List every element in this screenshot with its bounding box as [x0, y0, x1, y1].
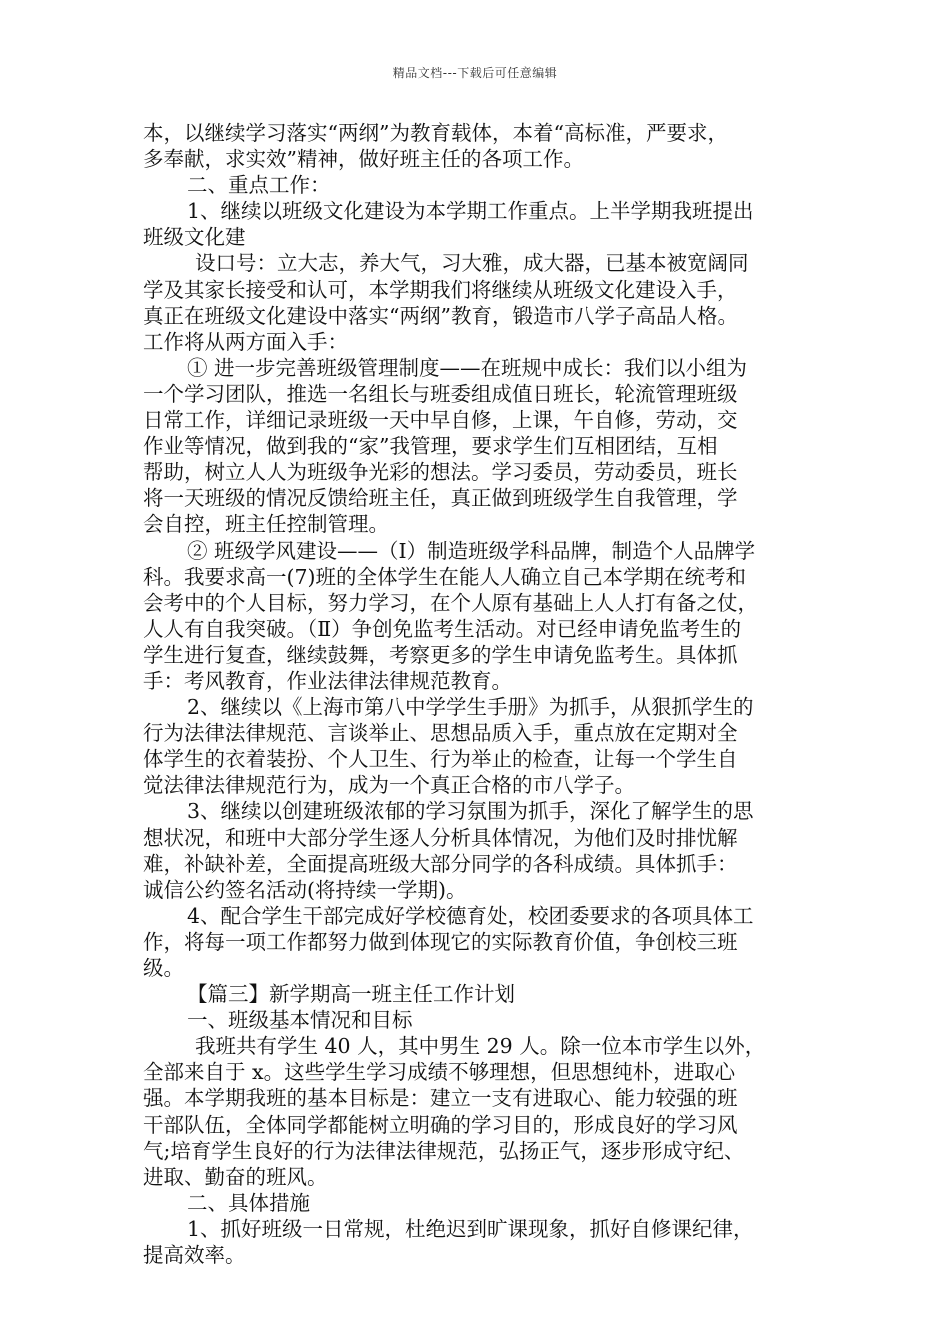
- text-line: 强。本学期我班的基本目标是：建立一支有进取心、能力较强的班: [143, 1086, 738, 1111]
- text-line: 本，以继续学习落实“两纲”为教育载体，本着“高标准，严要求，: [143, 121, 728, 145]
- text-line: 一个学习团队，推选一名组长与班委组成值日班长，轮流管理班级: [143, 381, 738, 406]
- text-line: 工作将从两方面入手：: [143, 329, 348, 354]
- text-line: 进取、勤奋的班风。: [143, 1164, 328, 1189]
- text-line: 级。: [143, 956, 184, 980]
- text-line: 提高效率。: [143, 1243, 246, 1268]
- document-body: [143, 120, 813, 1268]
- text-line: 帮助，树立人人为班级争光彩的想法。学习委员，劳动委员，班长: [143, 460, 738, 485]
- text-line: 觉法律法律规范行为，成为一个真正合格的市八学子。: [143, 773, 635, 798]
- text-line: 人人有自我突破。（Ⅱ）争创免监考生活动。对已经申请免监考生的: [143, 616, 742, 641]
- text-line: 二、具体措施: [187, 1190, 310, 1215]
- text-line: 我班共有学生 40 人，其中男生 29 人。除一位本市学生以外，: [195, 1034, 766, 1059]
- text-line: 作业等情况，做到我的“家”我管理，要求学生们互相团结，互相: [143, 434, 718, 459]
- page-header: 精品文档---下载后可任意编辑: [392, 66, 558, 80]
- text-line: 科。我要求高一(7)班的全体学生在能人人确立自己本学期在统考和: [143, 564, 747, 589]
- text-line: 班级文化建: [143, 225, 246, 250]
- text-line: 日常工作，详细记录班级一天中早自修，上课，午自修，劳动，交: [143, 408, 738, 433]
- text-line: 学及其家长接受和认可，本学期我们将继续从班级文化建设入手，: [143, 277, 738, 302]
- text-line: 3、继续以创建班级浓郁的学习氛围为抓手，深化了解学生的思: [187, 799, 754, 824]
- text-line: 难，补缺补差，全面提高班级大部分同学的各科成绩。具体抓手：: [143, 851, 738, 876]
- text-line: 2、继续以《上海市第八中学学生手册》为抓手，从狠抓学生的: [187, 695, 754, 720]
- text-line: 学生进行复查，继续鼓舞，考察更多的学生申请免监考生。具体抓: [143, 642, 738, 667]
- text-line: 将一天班级的情况反馈给班主任，真正做到班级学生自我管理，学: [143, 486, 738, 511]
- text-line: ① 进一步完善班级管理制度——在班规中成长：我们以小组为: [187, 355, 748, 380]
- text-line: 二、重点工作：: [187, 173, 331, 198]
- text-line: 行为法律法律规范、言谈举止、思想品质入手，重点放在定期对全: [143, 721, 738, 746]
- text-line: 1、继续以班级文化建设为本学期工作重点。上半学期我班提出: [187, 199, 754, 224]
- text-line: 体学生的衣着装扮、个人卫生、行为举止的检查，让每一个学生自: [143, 747, 738, 772]
- text-line: 一、班级基本情况和目标: [187, 1008, 413, 1033]
- text-line: ② 班级学风建设——（Ⅰ）制造班级学科品牌，制造个人品牌学: [187, 538, 756, 563]
- text-line: 气;培育学生良好的行为法律法律规范，弘扬正气，逐步形成守纪、: [143, 1138, 745, 1163]
- text-line: 真正在班级文化建设中落实“两纲”教育，锻造市八学子高品人格。: [143, 303, 738, 328]
- text-line: 作，将每一项工作都努力做到体现它的实际教育价值，争创校三班: [143, 929, 738, 954]
- text-line: 【篇三】新学期高一班主任工作计划: [187, 982, 515, 1007]
- text-line: 设口号：立大志，养大气，习大雅，成大器，已基本被宽阔同: [195, 251, 749, 276]
- text-line: 4、配合学生干部完成好学校德育处，校团委要求的各项具体工: [187, 903, 754, 928]
- text-line: 多奉献，求实效”精神，做好班主任的各项工作。: [143, 147, 584, 172]
- text-line: 干部队伍，全体同学都能树立明确的学习目的，形成良好的学习风: [143, 1112, 738, 1137]
- text-line: 诚信公约签名活动(将持续一学期)。: [143, 877, 467, 902]
- text-line: 手：考风教育，作业法律法律规范教育。: [143, 668, 512, 693]
- text-line: 全部来自于 x。这些学生学习成绩不够理想，但思想纯朴，进取心: [143, 1060, 736, 1085]
- text-line: 会考中的个人目标，努力学习，在个人原有基础上人人打有备之仗，: [143, 590, 758, 615]
- text-line: 想状况，和班中大部分学生逐人分析具体情况，为他们及时排忧解: [143, 825, 738, 850]
- text-line: 1、抓好班级一日常规，杜绝迟到旷课现象，抓好自修课纪律，: [187, 1216, 754, 1241]
- text-line: 会自控，班主任控制管理。: [143, 512, 389, 537]
